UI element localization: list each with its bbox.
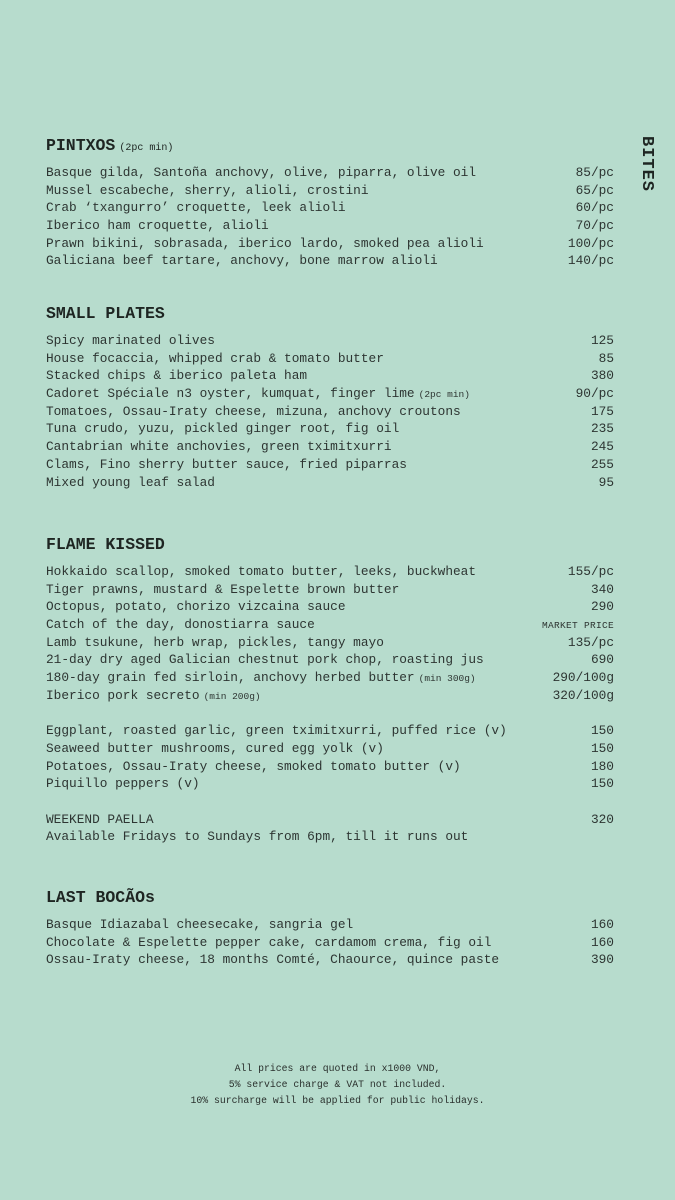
item-name: Eggplant, roasted garlic, green tximitxurri, puffed rice (v)	[46, 723, 507, 739]
item-name: Ossau-Iraty cheese, 18 months Comté, Chaource, quince paste	[46, 952, 500, 968]
item-name: 180-day grain fed sirloin, anchovy herbed butter	[46, 670, 415, 686]
paella-item	[46, 811, 614, 829]
item-name: Piquillo peppers (v)	[46, 776, 200, 792]
section-flame-kissed	[46, 535, 614, 846]
menu-item	[46, 182, 614, 200]
menu-item	[46, 217, 614, 235]
item-price: 320	[590, 811, 614, 827]
item-name: Tuna crudo, yuzu, pickled ginger root, fig oil	[46, 421, 400, 437]
paella-description-row	[46, 828, 614, 846]
menu-item	[46, 634, 614, 652]
menu-item	[46, 252, 614, 270]
item-name: Tomatoes, Ossau-Iraty cheese, mizuna, anchovy croutons	[46, 403, 461, 419]
section-title: FLAME KISSED	[46, 535, 165, 554]
menu-item	[46, 740, 614, 758]
menu-item	[46, 438, 614, 456]
item-name: Cantabrian white anchovies, green tximitxurri	[46, 439, 392, 455]
section-title: LAST BOCÃOs	[46, 888, 155, 907]
item-price: 245	[590, 439, 614, 455]
menu-item	[46, 367, 614, 385]
item-price: 85	[598, 350, 614, 366]
item-name: Catch of the day, donostiarra sauce	[46, 617, 315, 633]
menu-item	[46, 164, 614, 182]
item-price: 125	[590, 333, 614, 348]
item-price: 140/pc	[567, 253, 614, 269]
item-price: 95	[598, 474, 614, 490]
item-price: 390	[590, 952, 614, 968]
menu-item	[46, 598, 614, 616]
item-price: 90/pc	[575, 386, 614, 402]
item-name: Seaweed butter mushrooms, cured egg yolk (v)	[46, 740, 384, 756]
item-name: Iberico pork secreto	[46, 687, 200, 703]
item-price: 320/100g	[552, 687, 614, 703]
item-name: Basque gilda, Santoña anchovy, olive, piparra, olive oil	[46, 165, 477, 180]
footer-notes	[0, 1061, 675, 1109]
section-pintxos	[46, 136, 614, 270]
item-price: 235	[590, 421, 614, 437]
section-note: (2pc min)	[119, 143, 174, 154]
item-name: Octopus, potato, chorizo vizcaina sauce	[46, 599, 346, 615]
section-last-bocaos	[46, 888, 614, 969]
item-price: 175	[590, 403, 614, 419]
item-price: 60/pc	[575, 200, 614, 216]
menu-item	[46, 581, 614, 599]
section-small-plates	[46, 304, 614, 491]
item-name: Basque Idiazabal cheesecake, sangria gel	[46, 917, 354, 932]
menu-item	[46, 403, 614, 421]
footer-line: All prices are quoted in x1000 VND,	[234, 1063, 441, 1074]
footer-line: 10% surcharge will be applied for public holidays.	[190, 1095, 485, 1106]
item-name: Cadoret Spéciale n3 oyster, kumquat, finger lime	[46, 386, 415, 402]
menu-item	[46, 951, 614, 969]
menu-item	[46, 420, 614, 438]
menu-item	[46, 385, 614, 403]
item-name: Galiciana beef tartare, anchovy, bone marrow alioli	[46, 253, 438, 269]
item-price: MARKET PRICE	[541, 620, 614, 632]
menu-item	[46, 235, 614, 253]
item-note: (min 200g)	[203, 690, 261, 702]
section-title-text: PINTXOS	[46, 136, 116, 155]
item-name: Potatoes, Ossau-Iraty cheese, smoked tomato butter (v)	[46, 758, 461, 774]
item-name: Prawn bikini, sobrasada, iberico lardo, smoked pea alioli	[46, 235, 484, 251]
item-name: Crab ‘txangurro’ croquette, leek alioli	[46, 200, 346, 216]
item-name: Tiger prawns, mustard & Espelette brown butter	[46, 581, 400, 597]
item-name: Spicy marinated olives	[46, 333, 215, 348]
item-price: 290	[590, 599, 614, 615]
menu-item	[46, 616, 614, 634]
item-note: (2pc min)	[418, 389, 470, 401]
menu-item	[46, 722, 614, 740]
item-price: 690	[590, 652, 614, 668]
item-name: Stacked chips & iberico paleta ham	[46, 368, 308, 384]
item-price: 255	[590, 456, 614, 472]
item-price: 85/pc	[575, 165, 614, 180]
menu-item	[46, 758, 614, 776]
menu-item	[46, 934, 614, 952]
item-price: 100/pc	[567, 235, 614, 251]
item-price: 160	[590, 934, 614, 950]
menu-item	[46, 474, 614, 492]
item-price: 65/pc	[575, 182, 614, 198]
item-price: 160	[590, 917, 614, 932]
menu-item	[46, 651, 614, 669]
item-price: 180	[590, 758, 614, 774]
item-name: Mixed young leaf salad	[46, 474, 215, 490]
paella-description: Available Fridays to Sundays from 6pm, till it runs out	[46, 829, 469, 845]
item-name: Clams, Fino sherry butter sauce, fried piparras	[46, 456, 407, 472]
item-price: 135/pc	[567, 634, 614, 650]
menu-item	[46, 916, 614, 934]
item-name: Mussel escabeche, sherry, alioli, crostini	[46, 182, 369, 198]
item-price: 340	[590, 581, 614, 597]
item-price: 70/pc	[575, 218, 614, 234]
section-title: SMALL PLATES	[46, 304, 165, 323]
menu-item	[46, 350, 614, 368]
item-price: 155/pc	[567, 564, 614, 579]
menu-item	[46, 456, 614, 474]
side-tab-bites: BITES	[637, 136, 656, 193]
footer-line: 5% service charge & VAT not included.	[228, 1079, 447, 1090]
item-price: 380	[590, 368, 614, 384]
item-note: (min 300g)	[418, 673, 476, 685]
item-name: Lamb tsukune, herb wrap, pickles, tangy mayo	[46, 634, 384, 650]
item-price: 150	[590, 776, 614, 792]
menu-item	[46, 332, 614, 350]
item-price: 150	[590, 740, 614, 756]
menu-item	[46, 687, 614, 705]
item-price: 290/100g	[552, 670, 614, 686]
menu-item	[46, 199, 614, 217]
menu-item	[46, 669, 614, 687]
item-name: Iberico ham croquette, alioli	[46, 218, 269, 234]
section-title	[46, 136, 614, 164]
item-name: Chocolate & Espelette pepper cake, cardamom crema, fig oil	[46, 934, 492, 950]
paella-name: WEEKEND PAELLA	[46, 811, 154, 827]
item-name: House focaccia, whipped crab & tomato butter	[46, 350, 384, 366]
item-name: 21-day dry aged Galician chestnut pork chop, roasting jus	[46, 652, 484, 668]
menu-item	[46, 775, 614, 793]
item-price: 150	[590, 723, 614, 739]
menu-item	[46, 563, 614, 581]
item-name: Hokkaido scallop, smoked tomato butter, leeks, buckwheat	[46, 564, 477, 579]
